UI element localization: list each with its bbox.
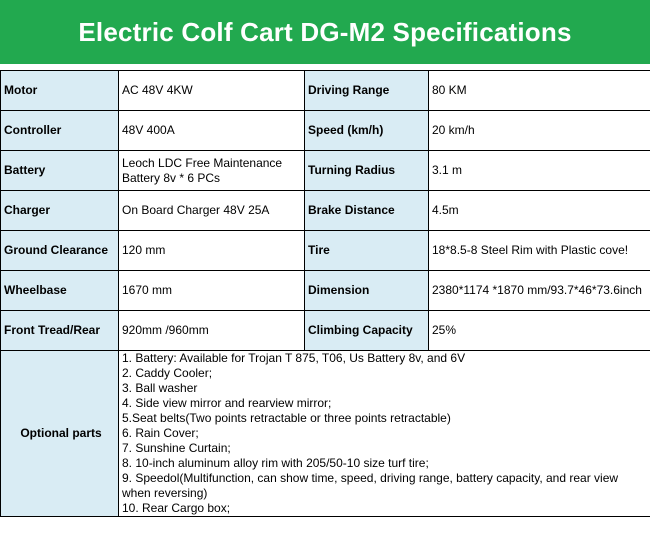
spec-value: 25% — [429, 311, 650, 351]
list-item: 5.Seat belts(Two points retractable or three points retractable) — [122, 411, 451, 425]
list-item: 9. Speedol(Multifunction, can show time, speed, driving range, battery capacity, and rear view when reversing) — [122, 471, 619, 500]
spec-value: 120 mm — [119, 231, 305, 271]
spec-value: On Board Charger 48V 25A — [119, 191, 305, 231]
spec-row-battery — [1, 151, 650, 191]
spec-value: 20 km/h — [429, 111, 650, 151]
spec-value: AC 48V 4KW — [119, 71, 305, 111]
spec-label: Tire — [305, 231, 429, 271]
spec-value: 18*8.5-8 Steel Rim with Plastic cove! — [429, 231, 650, 271]
spec-label: Speed (km/h) — [305, 111, 429, 151]
spec-row-ground-clearance — [1, 231, 650, 271]
spec-row-tread — [1, 311, 650, 351]
list-item: 3. Ball washer — [122, 381, 198, 395]
list-item: 2. Caddy Cooler; — [122, 366, 213, 380]
spec-label: Charger — [1, 191, 119, 231]
spec-label: Front Tread/Rear — [1, 311, 119, 351]
spec-value: 920mm /960mm — [119, 311, 305, 351]
spec-label: Controller — [1, 111, 119, 151]
spec-value: 4.5m — [429, 191, 650, 231]
spec-row-controller — [1, 111, 650, 151]
spec-value: 1670 mm — [119, 271, 305, 311]
list-item: 6. Rain Cover; — [122, 426, 199, 440]
spec-label: Battery — [1, 151, 119, 191]
optional-parts-list — [119, 351, 650, 517]
list-item: 8. 10-inch aluminum alloy rim with 205/50-10 size turf tire; — [122, 456, 429, 470]
spec-value: 48V 400A — [119, 111, 305, 151]
spec-value: 3.1 m — [429, 151, 650, 191]
spec-label: Dimension — [305, 271, 429, 311]
spec-label: Climbing Capacity — [305, 311, 429, 351]
list-item: 10. Rear Cargo box; — [122, 501, 231, 515]
spec-table — [0, 70, 650, 517]
spec-value: 80 KM — [429, 71, 650, 111]
spec-row-charger — [1, 191, 650, 231]
spec-row-wheelbase — [1, 271, 650, 311]
list-item: 4. Side view mirror and rearview mirror; — [122, 396, 332, 410]
optional-parts-label: Optional parts — [1, 351, 119, 517]
spec-value: 2380*1174 *1870 mm/93.7*46*73.6inch — [429, 271, 650, 311]
spec-label: Turning Radius — [305, 151, 429, 191]
page-title: Electric Colf Cart DG-M2 Specifications — [0, 0, 650, 64]
spec-label: Wheelbase — [1, 271, 119, 311]
spec-label: Driving Range — [305, 71, 429, 111]
spec-value: Leoch LDC Free Maintenance Battery 8v * 6 PCs — [119, 151, 305, 191]
spec-label: Motor — [1, 71, 119, 111]
spec-label: Brake Distance — [305, 191, 429, 231]
list-item: 1. Battery: Available for Trojan T 875, T06, Us Battery 8v, and 6V — [122, 351, 466, 365]
list-item: 7. Sunshine Curtain; — [122, 441, 231, 455]
spec-row-motor — [1, 71, 650, 111]
spec-row-optional — [1, 351, 650, 517]
spec-label: Ground Clearance — [1, 231, 119, 271]
